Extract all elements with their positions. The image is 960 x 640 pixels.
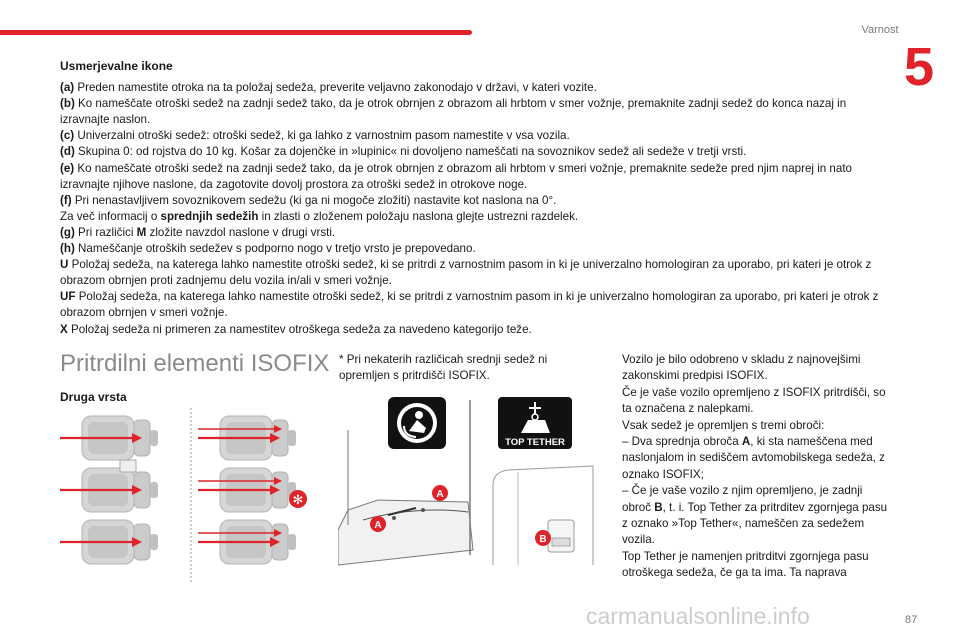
top-tether-text: TOP TETHER: [505, 437, 565, 448]
front-left-seat: [60, 416, 158, 460]
page-number: 87: [905, 614, 918, 626]
console: [120, 460, 136, 472]
item-text: Pri nenastavljivem sovoznikovem sedežu (ki ga ni mogoče zložiti) nastavite kot naslona na 0°.: [71, 193, 557, 207]
item-label: U: [60, 258, 69, 272]
paragraph: [60, 128, 890, 144]
item-text-after: in zlasti o zloženem položaju naslona glejte ustrezni razdelek.: [258, 209, 579, 223]
item-text: Univerzalni otroški sedež: otroški sedež, ki ga lahko z varnostnim pasom namestite v vsa vozila.: [74, 129, 570, 143]
anchor-b-label: B: [539, 534, 547, 545]
paragraph: [60, 193, 890, 209]
item-text-after: , ki sta nameščena med naslonjalom in sediščem avtomobilskega sedeža, z oznako ISOFIX;: [622, 435, 885, 481]
item-text: Pri različici: [74, 225, 137, 239]
item-label: (f): [60, 193, 72, 207]
section-name: Varnost: [861, 24, 899, 36]
anchor-a-upper-label: A: [436, 489, 444, 500]
isofix-footnote: * Pri nekaterih različicah srednji sedež ni opremljen s pritrdišči ISOFIX.: [339, 353, 548, 383]
top-accent-bar: [0, 30, 472, 35]
emphasis: B: [654, 500, 663, 514]
item-text: Nameščanje otroških sedežev s podporno nogo v tretjo vrsto je prepovedano.: [74, 242, 476, 256]
item-text: Vsak sedež je opremljen s tremi obroči:: [622, 418, 825, 432]
front-right-seat: [198, 416, 296, 460]
item-label: (a): [60, 81, 75, 95]
paragraph: [60, 289, 890, 321]
item-label: UF: [60, 290, 76, 304]
anchor-a-label: A: [374, 520, 382, 531]
item-label: (b): [60, 97, 75, 111]
isofix-title: Pritrdilni elementi ISOFIX: [60, 350, 330, 377]
item-label: X: [60, 322, 68, 336]
item-label: (e): [60, 161, 75, 175]
watermark: carmanualsonline.info: [586, 603, 810, 629]
item-text: Skupina 0: od rojstva do 10 kg. Košar za dojenčke in »lupinic« ni dovoljeno nameščati na sovoznikov sedež ali sedeže v tretji vrsti.: [74, 145, 747, 159]
paragraph: [622, 483, 892, 549]
second-row-right-seat: [198, 520, 296, 564]
seat-layout-figure: [60, 400, 330, 588]
item-text: Položaj sedeža, na katerega lahko namestite otroški sedež, ki se pritrdi z varnostnim pasom in ki je univerzalno homologiran za uporabo, pri kateri je otrok z obrazom obrnjen v smeri vožnje.: [60, 290, 879, 320]
item-text: Ko nameščate otroški sedež na zadnji sedež tako, da je otrok obrnjen z obrazom ali hrbtom v smer vožnje, premaknite zadnji sedež do konca nazaj in izravnajte naslon.: [60, 97, 847, 127]
item-label: (g): [60, 225, 75, 239]
item-text: Položaj sedeža ni primeren za namestitev otroškega sedeža za navedeno kategorijo teže.: [67, 322, 532, 336]
paragraph: [60, 241, 890, 257]
emphasis: A: [741, 435, 751, 449]
chapter-number: 5: [903, 37, 935, 97]
item-text: Položaj sedeža, na katerega lahko namestite otroški sedež, ki se pritrdi z varnostnim pasom in ki je univerzalno homologiran za uporabo, pri kateri je otrok z obrazom obrnjen proti zadnjemu delu vozila in/ali v smeri vožnje.: [60, 258, 872, 288]
paragraph: [622, 418, 892, 434]
paragraph: [622, 385, 892, 418]
paragraph: [60, 144, 890, 160]
paragraph: [60, 161, 890, 193]
paragraph: [60, 209, 890, 225]
second-row-left-seat: [60, 468, 158, 512]
item-label: (d): [60, 145, 75, 159]
item-text: Za več informacij o: [60, 209, 161, 223]
paragraph: [622, 352, 892, 385]
emphasis: sprednjih sedežih: [160, 209, 259, 223]
item-text: Ko nameščate otroški sedež na zadnji sedež tako, da je otrok obrnjen z obrazom ali hrbtom v smeri vožnje, premaknite sedeže pred njim naprej in nato izravnajte njihove naslone, da zagotovite dovolj prostora za otroški sedež in otrokove noge.: [60, 161, 853, 191]
item-text: – Če je vaše vozilo z njim opremljeno, je zadnji obroč: [622, 484, 863, 514]
paragraph: [60, 96, 890, 128]
icon-legend-list: [60, 80, 890, 338]
paragraph: [60, 257, 890, 289]
item-text-after: , t. i. Top Tether za pritrditev zgornjega pasu z oznako »Top Tether«, nameščen za sedežem vozila.: [622, 500, 888, 547]
item-text: – Dva sprednja obroča: [622, 435, 742, 449]
second-row-middle-seat: [198, 468, 296, 512]
isofix-description: [622, 352, 892, 582]
paragraph: [60, 225, 890, 241]
isofix-description-list: [622, 352, 892, 582]
item-text: Vozilo je bilo odobreno v skladu z najnovejšimi zakonskimi predpisi ISOFIX.: [622, 353, 861, 383]
icon-legend-section: [60, 58, 890, 338]
paragraph: [60, 322, 890, 338]
paragraph: [622, 549, 892, 582]
item-label: (c): [60, 129, 75, 143]
icon-legend-heading: Usmerjevalne ikone: [60, 59, 173, 73]
second-row-subheading: Druga vrsta: [60, 390, 127, 404]
emphasis: M: [136, 225, 147, 239]
item-label: (h): [60, 242, 75, 256]
paragraph: [60, 80, 890, 96]
rear-left-seat: [60, 520, 158, 564]
isofix-anchor-figure: [338, 390, 608, 572]
asterisk-marker: ✻: [292, 493, 304, 508]
item-text: Če je vaše vozilo opremljeno z ISOFIX pritrdišči, so ta označena z nalepkami.: [622, 385, 886, 416]
paragraph: [622, 434, 892, 483]
item-text: Top Tether je namenjen pritrditvi zgornjega pasu otroškega sedeža, če ga ta ima. Ta naprava: [622, 549, 869, 580]
item-text: Preden namestite otroka na ta položaj sedeža, preverite veljavno zakonodajo v državi, v kateri vozite.: [74, 81, 597, 95]
item-text-after: zložite navzdol naslone v drugi vrsti.: [146, 225, 336, 239]
